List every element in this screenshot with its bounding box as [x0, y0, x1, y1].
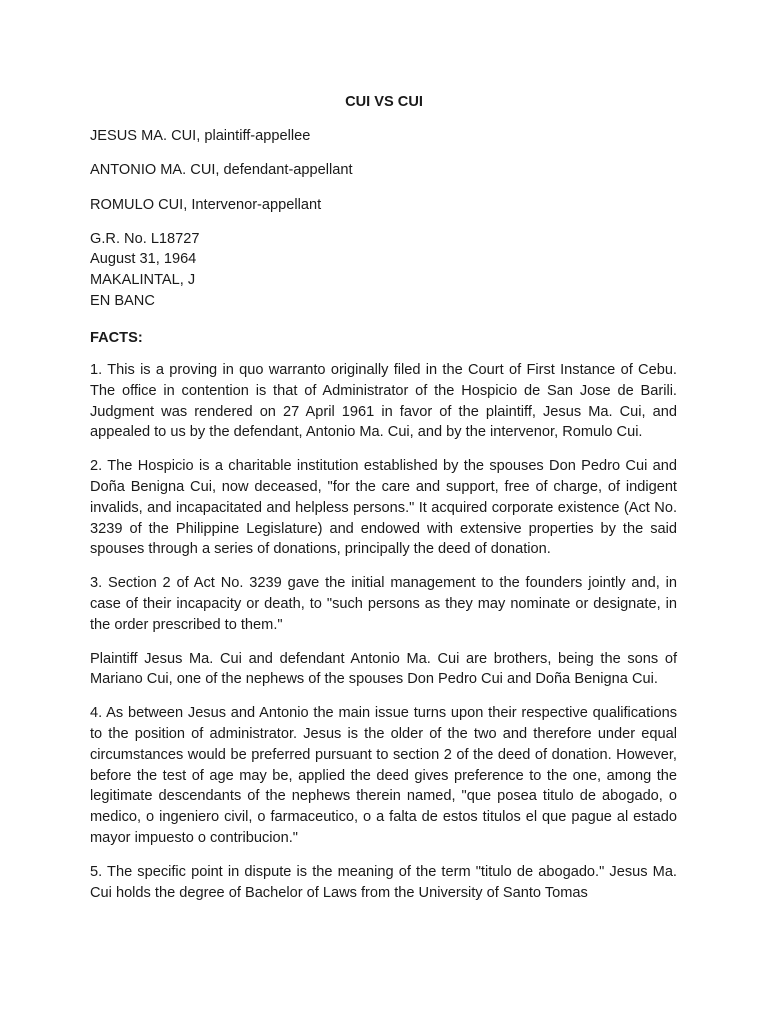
- paragraph-5: 5. The specific point in dispute is the meaning of the term "titulo de abogado." Jesus Ma. Cui holds the degree of Bachelor of Laws from the University of Santo Tomas: [90, 863, 677, 901]
- paragraph-1: 1. This is a proving in quo warranto originally filed in the Court of First Instance of Cebu. The office in contention is that of Administrator of the Hospicio de San Jose de Barili. Judgment was rendered on 27 April 1961 in favor of the plaintiff, Jesus Ma. Cui, and appealed to us by the defendant, Antonio Ma. Cui, and by the intervenor, Romulo Cui.: [90, 362, 677, 441]
- paragraph-3: 3. Section 2 of Act No. 3239 gave the initial management to the founders jointly and, in case of their incapacity or death, to "such persons as they may nominate or designate, in the order prescribed to them.": [90, 575, 677, 633]
- party-defendant: ANTONIO MA. CUI, defendant-appellant: [90, 162, 353, 179]
- paragraph-4: 4. As between Jesus and Antonio the main issue turns upon their respective qualifications to the position of administrator. Jesus is the older of the two and therefore under equal circumstances would be preferred pursuant to section 2 of the deed of donation. However, before the test of age may be, applied the deed gives preference to the one, among the legitimate descendants of the nephews therein named, "que posea titulo de abogado, o medico, o ingeniero civil, o farmaceutico, o a falta de estos titulos el que pague al estado mayor impuesto o contribucion.": [90, 705, 677, 846]
- facts-heading: FACTS:: [90, 330, 143, 347]
- paragraph-2: 2. The Hospicio is a charitable institution established by the spouses Don Pedro Cui and Doña Benigna Cui, now deceased, "for the care and support, free of charge, of indigent invalids, and incapacitated and helpless persons." It acquired corporate existence (Act No. 3239 of the Philippine Legislature) and endowed with extensive properties by the said spouses through a series of donations, principally the deed of donation.: [90, 458, 677, 558]
- document-body: [90, 126, 677, 916]
- document-title: CUI VS CUI: [345, 94, 423, 110]
- party-plaintiff: JESUS MA. CUI, plaintiff-appellee: [90, 128, 311, 144]
- party-intervenor: ROMULO CUI, Intervenor-appellant: [90, 196, 322, 213]
- case-division: EN BANC: [90, 292, 155, 309]
- case-number: G.R. No. L18727: [90, 230, 200, 247]
- paragraph-brothers: Plaintiff Jesus Ma. Cui and defendant Antonio Ma. Cui are brothers, being the sons of Mariano Cui, one of the nephews of the spouses Don Pedro Cui and Doña Benigna Cui.: [90, 650, 677, 688]
- case-ponente: MAKALINTAL, J: [90, 272, 196, 289]
- case-date: August 31, 1964: [90, 251, 197, 268]
- case-info: [90, 229, 677, 311]
